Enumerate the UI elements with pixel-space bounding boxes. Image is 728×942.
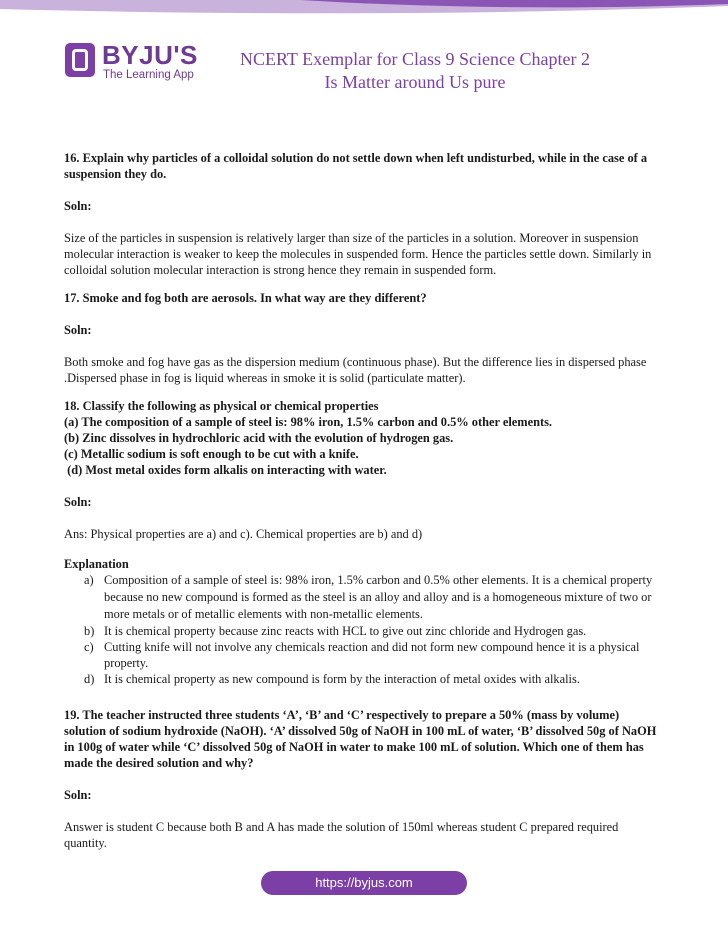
soln-label-17: Soln: (64, 323, 92, 337)
page-title (205, 48, 625, 94)
soln-label-18: Soln: (64, 495, 92, 509)
answer-19: Answer is student C because both B and A has made the solution of 150ml whereas student C prepared required quantity. (64, 820, 619, 850)
page-title-line-2: Is Matter around Us pure (324, 72, 506, 92)
page-title-line-1: NCERT Exemplar for Class 9 Science Chapter 2 (239, 49, 590, 69)
explanation-letter: b) (84, 624, 95, 638)
footer-url-link[interactable]: https://byjus.com (261, 871, 467, 895)
document-body (64, 150, 664, 851)
soln-label-16: Soln: (64, 199, 92, 213)
soln-label-19: Soln: (64, 788, 92, 802)
explanation-text: It is chemical property as new compound is form by the interaction of metal oxides with alkalis. (104, 672, 580, 686)
answer-16: Size of the particles in suspension is relatively larger than size of the particles in a solution. Moreover in suspension molecular interaction is weaker to keep the molecules in suspended form. Hence the particles settle down. Similarly in colloidal solution molecular interaction is strong hence they remain in suspended form. (64, 231, 652, 277)
answer-18: Ans: Physical properties are a) and c). Chemical properties are b) and d) (64, 527, 423, 541)
answer-17: Both smoke and fog have gas as the dispersion medium (continuous phase). But the difference lies in dispersed phase .Dispersed phase in fog is liquid whereas in smoke it is solid (particulate matter). (64, 355, 647, 385)
explanation-text: Cutting knife will not involve any chemicals reaction and did not form new compound hence it is a physical property. (104, 640, 640, 670)
explanation-item (82, 623, 664, 639)
explanation-heading: Explanation (64, 557, 129, 571)
explanation-letter: c) (84, 640, 94, 654)
explanation-text: It is chemical property because zinc reacts with HCL to give out zinc chloride and Hydrogen gas. (104, 624, 587, 638)
explanation-letter: a) (84, 573, 94, 587)
question-16: 16. Explain why particles of a colloidal solution do not settle down when left undisturbed, while in the case of a suspension they do. (64, 151, 648, 181)
byjus-logo (65, 40, 198, 82)
question-18-part-d: (d) Most metal oxides form alkalis on interacting with water. (64, 463, 387, 477)
explanation-letter: d) (84, 672, 95, 686)
brand-name: BYJU'S (102, 40, 198, 70)
byjus-logo-icon (65, 43, 95, 77)
explanation-item (82, 671, 664, 687)
question-17: 17. Smoke and fog both are aerosols. In what way are they different? (64, 291, 427, 305)
explanation-item (82, 572, 664, 623)
explanation-item (82, 639, 664, 671)
question-18: 18. Classify the following as physical or chemical properties (64, 399, 379, 413)
explanation-text: Composition of a sample of steel is: 98% iron, 1.5% carbon and 0.5% other elements. It is a chemical property because no new compound is formed as the steel is an alloy and alloy and is a homogeneous mixture of two or more metals or of metallic elements with non-metallic elements. (104, 573, 653, 621)
brand-tagline: The Learning App (103, 69, 194, 81)
question-18-part-b: (b) Zinc dissolves in hydrochloric acid with the evolution of hydrogen gas. (64, 431, 454, 445)
explanation-list (82, 572, 664, 687)
top-decorative-band (0, 0, 728, 16)
question-19: 19. The teacher instructed three students ‘A’, ‘B’ and ‘C’ respectively to prepare a 50% (mass by volume) solution of sodium hydroxide (NaOH). ‘A’ dissolved 50g of NaOH in 100 mL of water, ‘B’ dissolved 50g of NaOH in 100g of water while ‘C’ dissolved 50g of NaOH in water to make 100 mL of solution. Which one of them has made the desired solution and why? (64, 708, 657, 770)
question-18-part-c: (c) Metallic sodium is soft enough to be cut with a knife. (64, 447, 359, 461)
question-18-part-a: (a) The composition of a sample of steel is: 98% iron, 1.5% carbon and 0.5% other elements. (64, 415, 553, 429)
